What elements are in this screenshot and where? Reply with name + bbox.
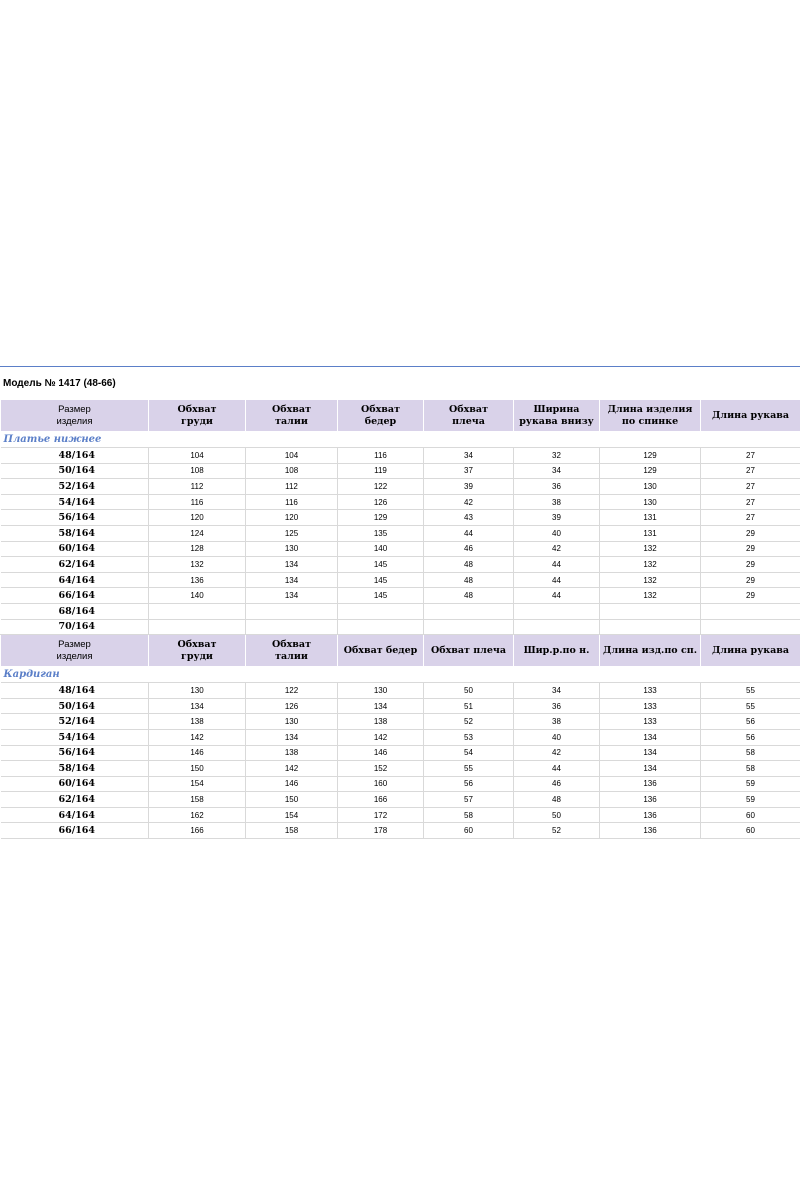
column-header: Обхват груди bbox=[149, 635, 246, 667]
size-cell: 60/164 bbox=[1, 541, 149, 557]
measurement-cell: 158 bbox=[246, 823, 338, 839]
table-row bbox=[1, 698, 800, 714]
size-cell: 52/164 bbox=[1, 479, 149, 495]
measurement-cell: 130 bbox=[600, 494, 701, 510]
measurement-cell: 55 bbox=[424, 761, 514, 777]
table-row bbox=[1, 557, 800, 573]
measurement-cell: 134 bbox=[149, 698, 246, 714]
measurement-cell: 136 bbox=[600, 807, 701, 823]
measurement-cell: 42 bbox=[424, 494, 514, 510]
measurement-cell: 57 bbox=[424, 792, 514, 808]
column-header: Размер изделия bbox=[1, 400, 149, 432]
size-table bbox=[0, 399, 800, 839]
measurement-cell: 59 bbox=[701, 776, 800, 792]
measurement-cell: 132 bbox=[600, 541, 701, 557]
table-row bbox=[1, 463, 800, 479]
measurement-cell: 44 bbox=[424, 525, 514, 541]
table-row bbox=[1, 729, 800, 745]
measurement-cell: 136 bbox=[600, 823, 701, 839]
table-row bbox=[1, 745, 800, 761]
column-header: Ширина рукава внизу bbox=[514, 400, 600, 432]
measurement-cell: 133 bbox=[600, 698, 701, 714]
table-row bbox=[1, 807, 800, 823]
measurement-cell: 104 bbox=[149, 448, 246, 464]
measurement-cell bbox=[600, 619, 701, 635]
measurement-cell: 178 bbox=[338, 823, 424, 839]
measurement-cell: 134 bbox=[246, 557, 338, 573]
table-row bbox=[1, 714, 800, 730]
size-cell: 60/164 bbox=[1, 776, 149, 792]
measurement-cell: 39 bbox=[514, 510, 600, 526]
measurement-cell: 56 bbox=[424, 776, 514, 792]
measurement-cell: 131 bbox=[600, 510, 701, 526]
measurement-cell: 166 bbox=[149, 823, 246, 839]
table-row bbox=[1, 510, 800, 526]
size-cell: 58/164 bbox=[1, 761, 149, 777]
measurement-cell: 136 bbox=[149, 572, 246, 588]
measurement-cell: 145 bbox=[338, 557, 424, 573]
measurement-cell: 29 bbox=[701, 541, 800, 557]
measurement-cell: 132 bbox=[600, 557, 701, 573]
measurement-cell bbox=[701, 619, 800, 635]
measurement-cell: 42 bbox=[514, 745, 600, 761]
table-row bbox=[1, 494, 800, 510]
measurement-cell: 37 bbox=[424, 463, 514, 479]
table-row bbox=[1, 479, 800, 495]
section-title: Кардиган bbox=[3, 669, 60, 681]
column-header: Обхват бедер bbox=[338, 635, 424, 667]
measurement-cell: 122 bbox=[246, 683, 338, 699]
size-cell: 50/164 bbox=[1, 463, 149, 479]
measurement-cell: 132 bbox=[600, 572, 701, 588]
measurement-cell: 135 bbox=[338, 525, 424, 541]
size-cell: 56/164 bbox=[1, 510, 149, 526]
measurement-cell: 29 bbox=[701, 572, 800, 588]
column-header: Размер изделия bbox=[1, 635, 149, 667]
measurement-cell: 108 bbox=[246, 463, 338, 479]
measurement-cell: 152 bbox=[338, 761, 424, 777]
measurement-cell: 60 bbox=[701, 823, 800, 839]
measurement-cell: 44 bbox=[514, 761, 600, 777]
size-cell: 66/164 bbox=[1, 823, 149, 839]
measurement-cell: 134 bbox=[600, 761, 701, 777]
measurement-cell: 158 bbox=[149, 792, 246, 808]
measurement-cell: 122 bbox=[338, 479, 424, 495]
size-cell: 58/164 bbox=[1, 525, 149, 541]
measurement-cell: 32 bbox=[514, 448, 600, 464]
size-cell: 68/164 bbox=[1, 603, 149, 619]
measurement-cell: 55 bbox=[701, 698, 800, 714]
measurement-cell: 53 bbox=[424, 729, 514, 745]
measurement-cell: 131 bbox=[600, 525, 701, 541]
measurement-cell: 138 bbox=[149, 714, 246, 730]
measurement-cell: 27 bbox=[701, 448, 800, 464]
measurement-cell bbox=[514, 603, 600, 619]
measurement-cell: 146 bbox=[338, 745, 424, 761]
measurement-cell: 38 bbox=[514, 494, 600, 510]
column-header: Обхват бедер bbox=[338, 400, 424, 432]
measurement-cell: 54 bbox=[424, 745, 514, 761]
measurement-cell: 132 bbox=[600, 588, 701, 604]
measurement-cell: 58 bbox=[701, 761, 800, 777]
measurement-cell bbox=[246, 603, 338, 619]
size-cell: 62/164 bbox=[1, 557, 149, 573]
table-row bbox=[1, 823, 800, 839]
table1-header-row bbox=[1, 400, 800, 432]
size-cell: 50/164 bbox=[1, 698, 149, 714]
measurement-cell: 44 bbox=[514, 557, 600, 573]
measurement-cell: 108 bbox=[149, 463, 246, 479]
measurement-cell: 134 bbox=[600, 729, 701, 745]
measurement-cell: 138 bbox=[338, 714, 424, 730]
size-cell: 70/164 bbox=[1, 619, 149, 635]
measurement-cell: 128 bbox=[149, 541, 246, 557]
measurement-cell: 162 bbox=[149, 807, 246, 823]
measurement-cell: 48 bbox=[424, 572, 514, 588]
size-cell: 48/164 bbox=[1, 683, 149, 699]
size-chart-sheet bbox=[0, 366, 800, 839]
measurement-cell: 125 bbox=[246, 525, 338, 541]
measurement-cell: 52 bbox=[514, 823, 600, 839]
measurement-cell: 34 bbox=[514, 683, 600, 699]
table-row bbox=[1, 761, 800, 777]
measurement-cell: 166 bbox=[338, 792, 424, 808]
measurement-cell: 126 bbox=[338, 494, 424, 510]
measurement-cell: 124 bbox=[149, 525, 246, 541]
measurement-cell: 142 bbox=[338, 729, 424, 745]
table-row bbox=[1, 683, 800, 699]
measurement-cell: 34 bbox=[424, 448, 514, 464]
measurement-cell: 140 bbox=[338, 541, 424, 557]
measurement-cell: 27 bbox=[701, 494, 800, 510]
measurement-cell: 43 bbox=[424, 510, 514, 526]
measurement-cell: 55 bbox=[701, 683, 800, 699]
measurement-cell: 150 bbox=[149, 761, 246, 777]
measurement-cell: 134 bbox=[246, 572, 338, 588]
measurement-cell: 29 bbox=[701, 588, 800, 604]
measurement-cell: 132 bbox=[149, 557, 246, 573]
column-header: Обхват груди bbox=[149, 400, 246, 432]
measurement-cell: 154 bbox=[246, 807, 338, 823]
table-row bbox=[1, 541, 800, 557]
measurement-cell bbox=[149, 619, 246, 635]
measurement-cell: 56 bbox=[701, 729, 800, 745]
measurement-cell: 172 bbox=[338, 807, 424, 823]
size-cell: 52/164 bbox=[1, 714, 149, 730]
measurement-cell: 134 bbox=[338, 698, 424, 714]
measurement-cell bbox=[701, 603, 800, 619]
measurement-cell: 34 bbox=[514, 463, 600, 479]
measurement-cell: 48 bbox=[514, 792, 600, 808]
measurement-cell bbox=[424, 603, 514, 619]
column-header: Шир.р.по н. bbox=[514, 635, 600, 667]
measurement-cell: 142 bbox=[149, 729, 246, 745]
measurement-cell bbox=[149, 603, 246, 619]
measurement-cell: 50 bbox=[514, 807, 600, 823]
table-row bbox=[1, 792, 800, 808]
column-header: Обхват плеча bbox=[424, 635, 514, 667]
measurement-cell: 112 bbox=[149, 479, 246, 495]
size-cell: 64/164 bbox=[1, 572, 149, 588]
size-cell: 64/164 bbox=[1, 807, 149, 823]
measurement-cell: 130 bbox=[246, 541, 338, 557]
measurement-cell: 130 bbox=[338, 683, 424, 699]
measurement-cell: 134 bbox=[246, 729, 338, 745]
measurement-cell: 52 bbox=[424, 714, 514, 730]
measurement-cell: 58 bbox=[701, 745, 800, 761]
measurement-cell bbox=[424, 619, 514, 635]
measurement-cell: 129 bbox=[600, 448, 701, 464]
measurement-cell: 129 bbox=[338, 510, 424, 526]
measurement-cell: 39 bbox=[424, 479, 514, 495]
measurement-cell: 130 bbox=[149, 683, 246, 699]
measurement-cell: 112 bbox=[246, 479, 338, 495]
size-cell: 66/164 bbox=[1, 588, 149, 604]
measurement-cell: 129 bbox=[600, 463, 701, 479]
measurement-cell bbox=[338, 603, 424, 619]
measurement-cell: 60 bbox=[701, 807, 800, 823]
measurement-cell: 42 bbox=[514, 541, 600, 557]
table-row bbox=[1, 619, 800, 635]
measurement-cell: 44 bbox=[514, 588, 600, 604]
measurement-cell: 134 bbox=[600, 745, 701, 761]
measurement-cell: 36 bbox=[514, 479, 600, 495]
measurement-cell: 46 bbox=[514, 776, 600, 792]
measurement-cell: 58 bbox=[424, 807, 514, 823]
measurement-cell: 142 bbox=[246, 761, 338, 777]
measurement-cell bbox=[338, 619, 424, 635]
measurement-cell: 48 bbox=[424, 588, 514, 604]
size-cell: 54/164 bbox=[1, 494, 149, 510]
table-row bbox=[1, 776, 800, 792]
table-row bbox=[1, 603, 800, 619]
table-row bbox=[1, 572, 800, 588]
measurement-cell: 36 bbox=[514, 698, 600, 714]
measurement-cell: 60 bbox=[424, 823, 514, 839]
size-cell: 62/164 bbox=[1, 792, 149, 808]
size-cell: 48/164 bbox=[1, 448, 149, 464]
measurement-cell: 29 bbox=[701, 557, 800, 573]
measurement-cell: 145 bbox=[338, 588, 424, 604]
measurement-cell: 136 bbox=[600, 792, 701, 808]
measurement-cell: 130 bbox=[600, 479, 701, 495]
measurement-cell: 120 bbox=[246, 510, 338, 526]
measurement-cell: 59 bbox=[701, 792, 800, 808]
measurement-cell: 140 bbox=[149, 588, 246, 604]
measurement-cell: 146 bbox=[149, 745, 246, 761]
column-header: Длина изд.по сп. bbox=[600, 635, 701, 667]
measurement-cell: 104 bbox=[246, 448, 338, 464]
table2-header-row bbox=[1, 635, 800, 667]
table-row bbox=[1, 448, 800, 464]
measurement-cell: 146 bbox=[246, 776, 338, 792]
measurement-cell: 56 bbox=[701, 714, 800, 730]
measurement-cell: 120 bbox=[149, 510, 246, 526]
section-title: Платье нижнее bbox=[3, 434, 102, 445]
measurement-cell: 48 bbox=[424, 557, 514, 573]
measurement-cell: 27 bbox=[701, 463, 800, 479]
measurement-cell: 40 bbox=[514, 525, 600, 541]
measurement-cell: 154 bbox=[149, 776, 246, 792]
measurement-cell: 38 bbox=[514, 714, 600, 730]
size-cell: 56/164 bbox=[1, 745, 149, 761]
measurement-cell: 160 bbox=[338, 776, 424, 792]
column-header: Длина рукава bbox=[701, 635, 800, 667]
measurement-cell: 29 bbox=[701, 525, 800, 541]
column-header: Длина изделия по спинке bbox=[600, 400, 701, 432]
measurement-cell: 130 bbox=[246, 714, 338, 730]
measurement-cell: 40 bbox=[514, 729, 600, 745]
measurement-cell: 46 bbox=[424, 541, 514, 557]
table-row bbox=[1, 588, 800, 604]
measurement-cell: 27 bbox=[701, 479, 800, 495]
column-header: Обхват плеча bbox=[424, 400, 514, 432]
measurement-cell bbox=[246, 619, 338, 635]
measurement-cell: 133 bbox=[600, 683, 701, 699]
measurement-cell: 126 bbox=[246, 698, 338, 714]
measurement-cell: 145 bbox=[338, 572, 424, 588]
column-header: Обхват талии bbox=[246, 635, 338, 667]
measurement-cell: 116 bbox=[246, 494, 338, 510]
measurement-cell: 116 bbox=[149, 494, 246, 510]
measurement-cell bbox=[600, 603, 701, 619]
measurement-cell bbox=[514, 619, 600, 635]
measurement-cell: 50 bbox=[424, 683, 514, 699]
measurement-cell: 136 bbox=[600, 776, 701, 792]
measurement-cell: 134 bbox=[246, 588, 338, 604]
column-header: Длина рукава bbox=[701, 400, 800, 432]
size-cell: 54/164 bbox=[1, 729, 149, 745]
measurement-cell: 150 bbox=[246, 792, 338, 808]
measurement-cell: 116 bbox=[338, 448, 424, 464]
model-title: Модель № 1417 (48-66) bbox=[3, 378, 116, 389]
table-row bbox=[1, 525, 800, 541]
measurement-cell: 138 bbox=[246, 745, 338, 761]
measurement-cell: 27 bbox=[701, 510, 800, 526]
measurement-cell: 133 bbox=[600, 714, 701, 730]
column-header: Обхват талии bbox=[246, 400, 338, 432]
measurement-cell: 119 bbox=[338, 463, 424, 479]
measurement-cell: 44 bbox=[514, 572, 600, 588]
measurement-cell: 51 bbox=[424, 698, 514, 714]
